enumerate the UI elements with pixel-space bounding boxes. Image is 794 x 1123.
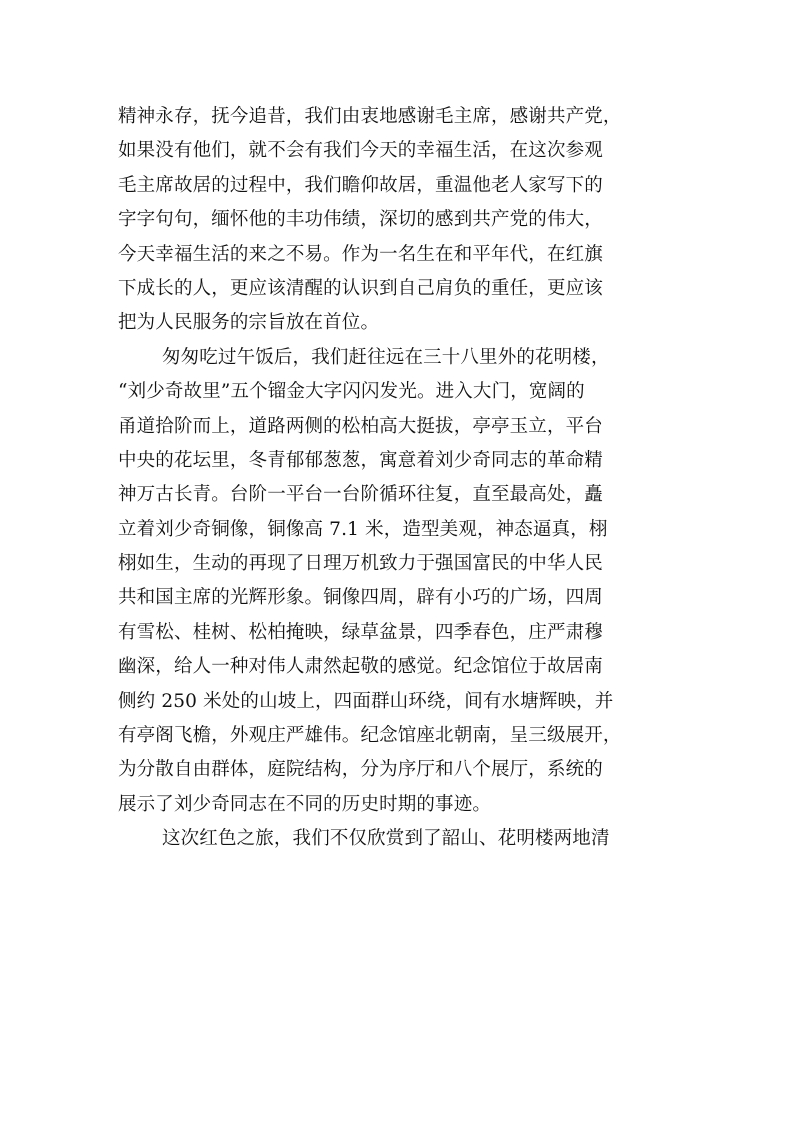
paragraph-2 [118, 341, 674, 822]
text-line: 字字句句，缅怀他的丰功伟绩，深切的感到共产党的伟大， [118, 209, 603, 231]
text-line: 侧约 250 米处的山坡上，四面群山环绕，间有水塘辉映，并 [118, 690, 614, 712]
paragraph-1 [118, 100, 674, 341]
text-line: 幽深，给人一种对伟人肃然起敬的感觉。纪念馆位于故居南 [118, 656, 603, 678]
body-text [118, 100, 674, 857]
text-line: 这次红色之旅，我们不仅欣赏到了韶山、花明楼两地清 [162, 828, 610, 850]
text-line: 下成长的人，更应该清醒的认识到自己肩负的重任，更应该 [118, 277, 603, 299]
text-line: 匆匆吃过午饭后，我们赶往远在三十八里外的花明楼， [162, 346, 610, 368]
text-line: 展示了刘少奇同志在不同的历史时期的事迹。 [118, 793, 492, 815]
text-line: 甬道拾阶而上，道路两侧的松柏高大挺拔，亭亭玉立，平台 [118, 415, 603, 437]
paragraph-3 [118, 822, 674, 856]
text-line: 共和国主席的光辉形象。铜像四周，辟有小巧的广场，四周 [118, 587, 603, 609]
text-line: 神万古长青。台阶一平台一台阶循环往复，直至最高处，矗 [118, 484, 603, 506]
text-line: 如果没有他们，就不会有我们今天的幸福生活，在这次参观 [118, 140, 603, 162]
text-line: 有雪松、桂树、松柏掩映，绿草盆景，四季春色，庄严肃穆 [118, 621, 603, 643]
text-line: 中央的花坛里，冬青郁郁葱葱，寓意着刘少奇同志的革命精 [118, 449, 603, 471]
text-line: 把为人民服务的宗旨放在首位。 [118, 312, 380, 334]
text-line: 栩如生，生动的再现了日理万机致力于强国富民的中华人民 [118, 553, 603, 575]
text-line: 有亭阁飞檐，外观庄严雄伟。纪念馆座北朝南，呈三级展开， [118, 725, 622, 747]
text-line: “刘少奇故里”五个镏金大字闪闪发光。进入大门，宽阔的 [118, 381, 585, 403]
text-line: 精神永存，抚今追昔，我们由衷地感谢毛主席，感谢共产党， [118, 106, 622, 127]
text-line: 为分散自由群体，庭院结构，分为序厅和八个展厅，系统的 [118, 759, 603, 781]
text-line: 立着刘少奇铜像，铜像高 7.1 米，造型美观，神态逼真，栩 [118, 518, 608, 540]
text-line: 今天幸福生活的来之不易。作为一名生在和平年代，在红旗 [118, 243, 603, 265]
text-line: 毛主席故居的过程中，我们瞻仰故居，重温他老人家写下的 [118, 174, 603, 196]
